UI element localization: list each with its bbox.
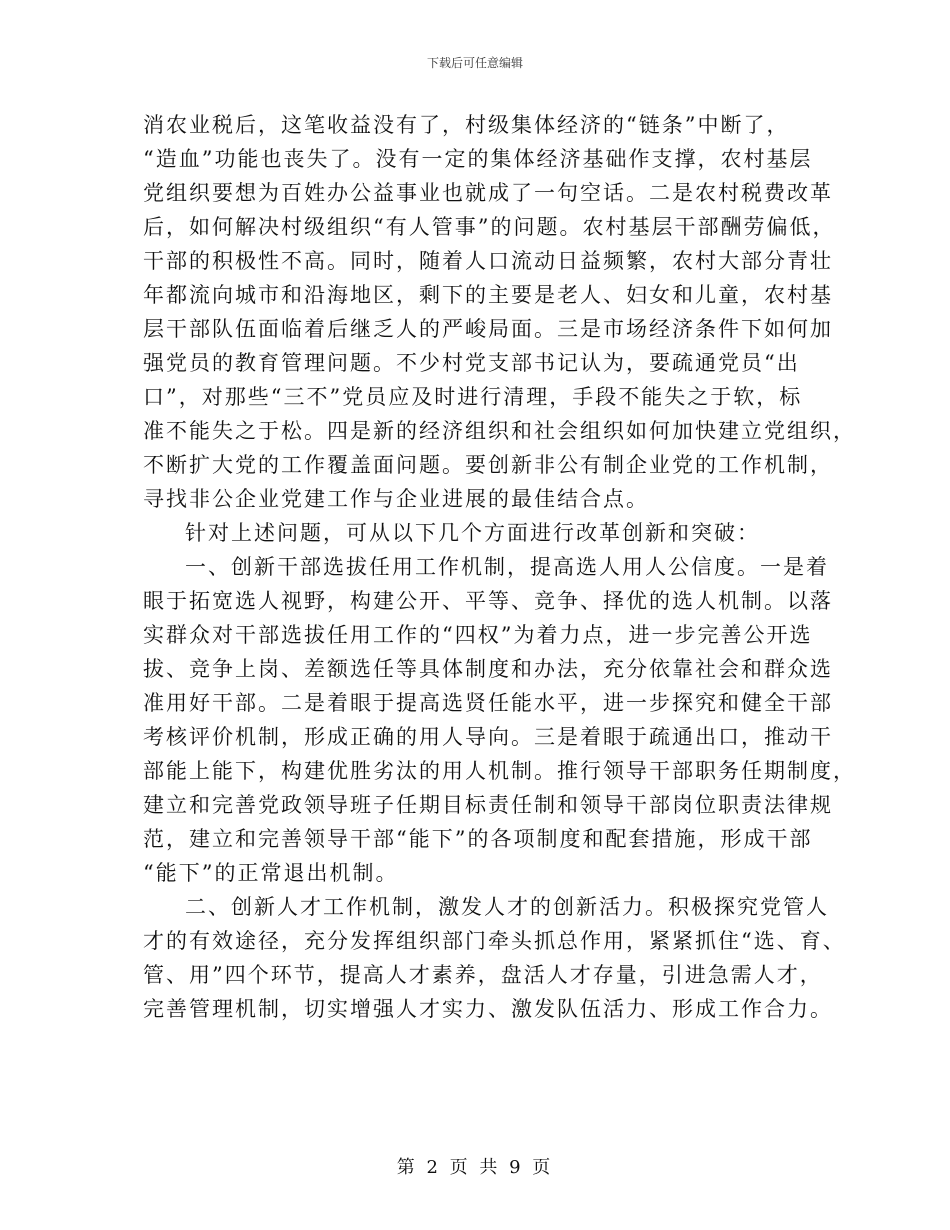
text-line: 年都流向城市和沿海地区，剩下的主要是老人、妇女和儿童，农村基 xyxy=(143,283,833,307)
text-line: 强党员的教育管理问题。不少村党支部书记认为，要疏通党员“出 xyxy=(143,351,800,375)
text-line: 二、创新人才工作机制，激发人才的创新活力。积极探究党管人 xyxy=(185,895,829,919)
text-line: 实群众对干部选拔任用工作的“四权”为着力点，进一步完善公开选 xyxy=(143,623,813,647)
text-line: “造血”功能也丧失了。没有一定的集体经济基础作支撑，农村基层 xyxy=(143,147,813,171)
text-line: 范，建立和完善领导干部“能下”的各项制度和配套措施，形成干部 xyxy=(143,827,813,851)
text-line: 眼于拓宽选人视野，构建公开、平等、竞争、择优的选人机制。以落 xyxy=(143,589,833,613)
page-header: 下载后可任意编辑 xyxy=(426,56,523,70)
text-line: 考核评价机制，形成正确的用人导向。三是着眼于疏通出口，推动干 xyxy=(143,725,833,749)
text-line: 准用好干部。二是着眼于提高选贤任能水平，进一步探究和健全干部 xyxy=(143,691,833,715)
text-line: 寻找非公企业党建工作与企业进展的最佳结合点。 xyxy=(143,487,649,511)
text-line: 干部的积极性不高。同时，随着人口流动日益频繁，农村大部分青壮 xyxy=(143,249,833,273)
document-body xyxy=(143,108,856,1026)
text-line: 部能上能下，构建优胜劣汰的用人机制。推行领导干部职务任期制度， xyxy=(143,759,856,783)
text-line: 党组织要想为百姓办公益事业也就成了一句空话。二是农村税费改革 xyxy=(143,181,833,205)
page-footer: 第 2 页 共 9 页 xyxy=(396,1157,554,1178)
text-line: “能下”的正常退出机制。 xyxy=(143,861,399,885)
text-line: 针对上述问题，可从以下几个方面进行改革创新和突破： xyxy=(185,521,760,545)
text-line: 建立和完善党政领导班子任期目标责任制和领导干部岗位职责法律规 xyxy=(143,793,833,817)
text-line: 完善管理机制，切实增强人才实力、激发队伍活力、形成工作合力。 xyxy=(143,997,833,1021)
text-line: 一、创新干部选拔任用工作机制，提高选人用人公信度。一是着 xyxy=(185,555,829,579)
text-line: 口”，对那些“三不”党员应及时进行清理，手段不能失之于软，标 xyxy=(143,385,803,409)
text-line: 拔、竞争上岗、差额选任等具体制度和办法，充分依靠社会和群众选 xyxy=(143,657,833,681)
text-line: 才的有效途径，充分发挥组织部门牵头抓总作用，紧紧抓住“选、育、 xyxy=(143,929,846,953)
text-line: 不断扩大党的工作覆盖面问题。要创新非公有制企业党的工作机制， xyxy=(143,453,833,477)
text-line: 准不能失之于松。四是新的经济组织和社会组织如何加快建立党组织， xyxy=(143,419,856,443)
text-line: 管、用”四个环节，提高人才素养，盘活人才存量，引进急需人才， xyxy=(143,963,823,987)
text-line: 后，如何解决村级组织“有人管事”的问题。农村基层干部酬劳偏低， xyxy=(143,215,836,239)
text-line: 层干部队伍面临着后继乏人的严峻局面。三是市场经济条件下如何加 xyxy=(143,317,833,341)
text-line: 消农业税后，这笔收益没有了，村级集体经济的“链条”中断了， xyxy=(143,113,790,137)
